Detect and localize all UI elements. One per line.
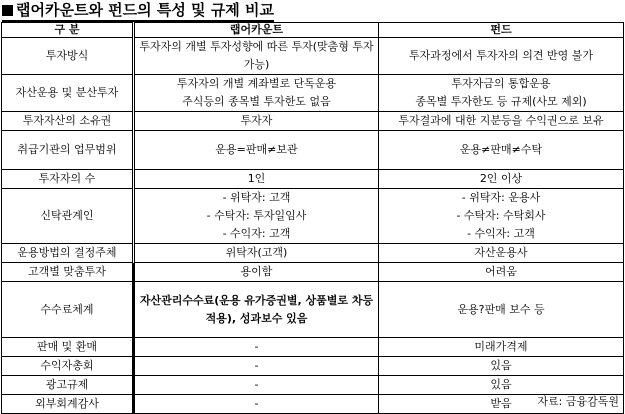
cell-line: 있음	[490, 359, 512, 372]
table-row	[2, 112, 624, 131]
cell-line: 미래가격제	[474, 340, 528, 353]
cell-line: 투자자금의 통합운용	[451, 77, 551, 90]
cell-line: 투자과정에서 투자자의 의견 반영 불가	[408, 49, 593, 62]
fund-cell	[379, 75, 624, 112]
cell-line: 받음	[490, 397, 512, 410]
wrap-account-cell	[134, 357, 379, 376]
cell-line: 운용≠판매≠수탁	[459, 143, 543, 156]
cell-line: 종목별 투자한도 등 규제(사모 제외)	[415, 95, 587, 108]
cell-line: - 수탁자: 투자일임사	[206, 209, 307, 222]
table-row	[2, 189, 624, 244]
cell-line: - 수익자: 고객	[222, 227, 291, 240]
cell-line: 투자결과에 대한 지분등을 수익권으로 보유	[398, 114, 604, 127]
cell-line: 운용=판매≠보관	[215, 143, 298, 156]
cell-line: 투자자의 개별 계좌별로 단독운용	[176, 77, 337, 90]
square-bullet-icon	[2, 5, 13, 16]
cell-line: 자산관리수수료(운용 유가증권별, 상품별로 차등 적용), 성과보수 있음	[139, 293, 374, 325]
row-label: 신탁관계인	[2, 189, 134, 244]
wrap-account-cell	[134, 395, 379, 414]
table-row	[2, 263, 624, 282]
cell-line: 주식등의 종목별 투자한도 없음	[182, 95, 331, 108]
wrap-account-cell	[134, 112, 379, 131]
row-label: 고객별 맞춤투자	[2, 263, 134, 282]
fund-cell	[379, 376, 624, 395]
row-label: 투자자의 수	[2, 170, 134, 189]
fund-cell	[379, 170, 624, 189]
source-note: 자료: 금융감독원	[537, 395, 619, 408]
wrap-account-cell	[134, 75, 379, 112]
table-row	[2, 131, 624, 170]
table-row	[2, 357, 624, 376]
cell-line: 용이함	[240, 265, 273, 278]
table-row	[2, 395, 624, 414]
cell-line: 자산운용사	[474, 246, 528, 259]
row-label: 외부회계감사	[2, 395, 134, 414]
header-fund: 펀드	[379, 23, 624, 38]
row-label: 수익자총회	[2, 357, 134, 376]
comparison-table	[1, 22, 624, 414]
fund-cell	[379, 338, 624, 357]
wrap-account-cell	[134, 338, 379, 357]
cell-line: 투자자	[240, 114, 273, 127]
row-label: 자산운용 및 분산투자	[2, 75, 134, 112]
wrap-account-cell	[134, 376, 379, 395]
cell-line: 위탁자(고객)	[225, 246, 288, 259]
row-label: 투자자산의 소유권	[2, 112, 134, 131]
wrap-account-cell	[134, 244, 379, 263]
table-row	[2, 75, 624, 112]
table-row	[2, 244, 624, 263]
cell-line: - 위탁자: 운용사	[461, 191, 541, 204]
fund-cell	[379, 112, 624, 131]
wrap-account-cell	[134, 263, 379, 282]
fund-cell	[379, 357, 624, 376]
cell-line: 투자자의 개별 투자성향에 따른 투자(맞춤형 투자 가능)	[139, 40, 374, 71]
wrap-account-cell	[134, 131, 379, 170]
wrap-account-cell	[134, 189, 379, 244]
row-label: 판매 및 환매	[2, 338, 134, 357]
cell-line: -	[254, 340, 259, 353]
table-row	[2, 38, 624, 75]
cell-line: 2인 이상	[479, 172, 523, 185]
cell-line: - 수익자: 고객	[467, 227, 535, 240]
table-row	[2, 338, 624, 357]
fund-cell	[379, 131, 624, 170]
fund-cell	[379, 189, 624, 244]
cell-line: -	[254, 397, 259, 410]
fund-cell	[379, 282, 624, 338]
wrap-account-cell	[134, 38, 379, 75]
cell-line: 운용?판매 보수 등	[457, 302, 545, 316]
table-header-row	[2, 23, 624, 38]
row-label: 투자방식	[2, 38, 134, 75]
table-row	[2, 282, 624, 338]
row-label: 운용방법의 결정주체	[2, 244, 134, 263]
title-text: 랩어카운트와 펀드의 특성 및 규제 비교	[16, 1, 274, 19]
table-row	[2, 170, 624, 189]
fund-cell	[379, 244, 624, 263]
row-label: 취급기관의 업무범위	[2, 131, 134, 170]
fund-cell	[379, 263, 624, 282]
cell-line: - 수탁자: 수탁회사	[456, 209, 546, 222]
wrap-account-cell	[134, 282, 379, 338]
cell-line: - 위탁자: 고객	[222, 191, 291, 204]
page-title	[2, 1, 274, 22]
table-row	[2, 376, 624, 395]
cell-line: 어려움	[485, 265, 517, 278]
cell-line: 1인	[247, 172, 266, 185]
cell-line: -	[254, 378, 259, 391]
row-label: 수수료체계	[2, 282, 134, 338]
cell-line: -	[254, 359, 259, 372]
fund-cell	[379, 38, 624, 75]
cell-line: 있음	[490, 378, 512, 391]
header-wrap-account: 랩어카운트	[134, 23, 379, 38]
header-category: 구 분	[2, 23, 134, 38]
row-label: 광고규제	[2, 376, 134, 395]
wrap-account-cell	[134, 170, 379, 189]
